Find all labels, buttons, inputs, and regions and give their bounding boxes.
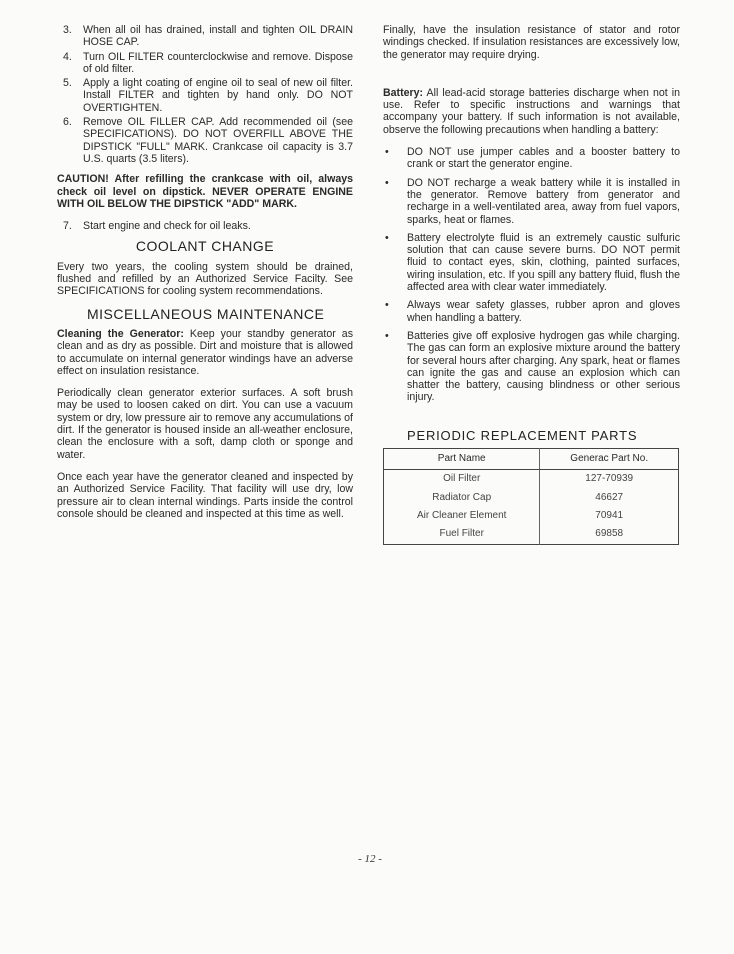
table-row [384,489,679,507]
insulation-paragraph: Finally, have the insulation resistance of stator and rotor windings checked. If insulation resistances are excessively low, the generator may require drying. [383,24,680,61]
step-item: 5. Apply a light coating of engine oil to seal of new oil filter. Install FILTER and tighten by hand only. DO NOT OVERTIGHTEN. [63,77,353,114]
part-number-cell: 46627 [540,489,679,507]
miscellaneous-maintenance-heading: MISCELLANEOUS MAINTENANCE [87,305,325,322]
step-item: 4. Turn OIL FILTER counterclockwise and remove. Dispose of old filter. [63,50,353,75]
list-item: • Batteries give off explosive hydrogen gas while charging. The gas can form an explosive mixture around the battery for several hours after charging. Any spark, heat or flames can ignite the gas and cause an explosion which can shatter the battery, causing blindness or other serious injury. [385,329,680,404]
left-column [57,24,353,530]
battery-text: All lead-acid storage batteries discharge when not in use. Refer to specific instructions and warnings that accompany your battery. If such information is not available, observe the following precautions when handling a battery: [383,86,680,136]
list-item: • DO NOT recharge a weak battery while it is installed in the generator. Remove battery from generator and recharge in a well-ventilated area, away from fuel vapors, sparks, heat or flames. [385,176,680,226]
step-item: 6. Remove OIL FILLER CAP. Add recommended oil (see SPECIFICATIONS). DO NOT OVERFILL ABOVE THE DIPSTICK "FULL" MARK. Crankcase oil capacity is 3.7 U.S. quarts (3.5 liters). [63,116,353,165]
caution-notice: CAUTION! After refilling the crankcase with oil, always check oil level on dipstick. NEVER OPERATE ENGINE WITH OIL BELOW THE DIPSTICK "ADD" MARK. [57,173,353,210]
part-number-cell: 127-70939 [540,470,679,489]
list-item: • Battery electrolyte fluid is an extremely caustic sulfuric solution that can cause severe burns. DO NOT permit fluid to contact eyes, skin, clothing, painted surfaces, wiring insulation, etc. If you spill any battery fluid, flush the affected area with clear water immediately. [385,231,680,294]
bullet-icon: • [385,329,389,342]
column-header-part-number: Generac Part No. [540,449,679,470]
part-number-cell: 69858 [540,525,679,544]
coolant-change-paragraph: Every two years, the cooling system should be drained, flushed and refilled by an Authorized Service Facilty. See SPECIFICATIONS for cooling system recommendations. [57,260,353,298]
column-header-part-name: Part Name [384,449,540,470]
step-item: 3. When all oil has drained, install and tighten OIL DRAIN HOSE CAP. [63,24,353,49]
part-name-cell: Oil Filter [443,473,481,485]
bullet-icon: • [385,176,389,189]
bullet-icon: • [385,146,389,159]
list-item: • DO NOT use jumper cables and a booster battery to crank or start the generator engine. [385,146,680,171]
table-row [384,470,679,489]
replacement-parts-heading: PERIODIC REPLACEMENT PARTS [407,427,638,443]
battery-lead: Battery: [383,86,424,99]
oil-change-final-step [57,220,353,232]
part-name-cell: Fuel Filter [439,528,484,540]
step-item: 7. Start engine and check for oil leaks. [63,220,251,233]
bullet-icon: • [385,231,389,244]
replacement-parts-table [383,448,679,544]
cleaning-lead: Cleaning the Generator: [57,327,184,340]
table-row [384,507,679,525]
cleaning-text: Keep your standby generator as clean and as dry as possible. Dirt and moisture that is allowed to accumulate on internal generator windings have an adverse effect on insulation resistance. [57,327,353,377]
table-row [384,525,679,544]
oil-change-steps [57,24,353,165]
exterior-cleaning-paragraph: Periodically clean generator exterior surfaces. A soft brush may be used to loosen caked on dirt. You can use a vacuum system or dry, low pressure air to remove any accumulations of dirt. If the generator is housed inside an all-weather enclosure, clean the enclosure with a soft, damp cloth or sponge and water. [57,387,353,461]
right-column [383,24,680,545]
part-name-cell: Radiator Cap [432,491,492,503]
part-number-cell: 70941 [540,507,679,525]
battery-precautions-list [383,146,680,404]
cleaning-paragraph [57,328,353,377]
page-number: - 12 - [358,853,382,865]
bullet-icon: • [385,299,389,312]
table-header-row [384,449,679,470]
battery-paragraph [383,87,680,136]
coolant-change-heading: COOLANT CHANGE [135,238,275,255]
part-name-cell: Air Cleaner Element [416,509,507,521]
annual-inspection-paragraph: Once each year have the generator cleaned and inspected by an Authorized Service Facility. That facility will use dry, low pressure air to clean internal windings. Parts inside the control console should be cleaned and inspected at this time as well. [57,470,353,520]
list-item: • Always wear safety glasses, rubber apron and gloves when handling a battery. [385,299,680,324]
